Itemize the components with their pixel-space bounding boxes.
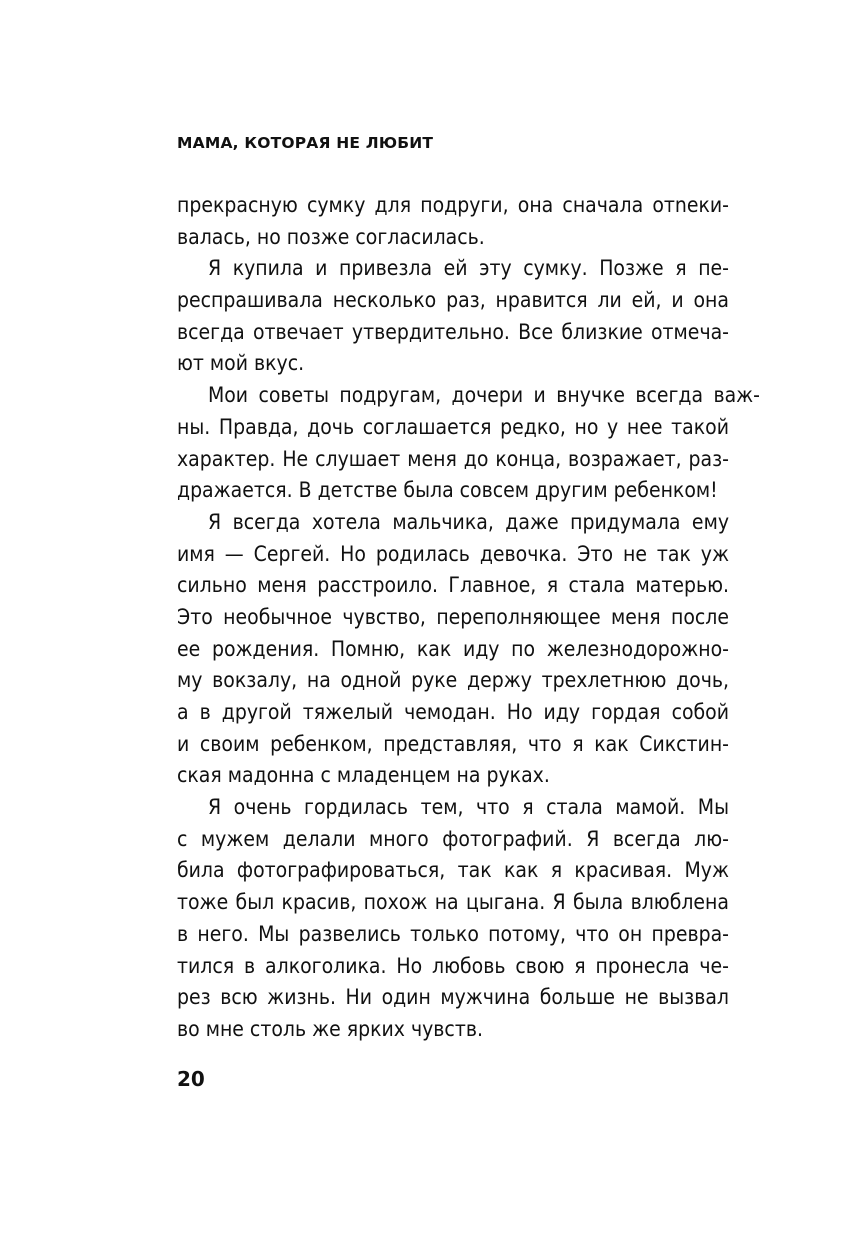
text-line: всегда отвечает утвердительно. Все близкие отмеча- bbox=[177, 319, 729, 344]
text-line: респрашивала несколько раз, нравится ли ей, и она bbox=[177, 288, 729, 313]
text-line: в него. Мы развелись только потому, что он превра- bbox=[177, 921, 729, 946]
text-line: ны. Правда, дочь соглашается редко, но у нее такой bbox=[177, 414, 729, 439]
text-line: рез всю жизнь. Ни один мужчина больше не вызвал bbox=[177, 985, 729, 1010]
text-line: валась, но позже согласилась. bbox=[177, 224, 485, 249]
text-line: Я очень гордилась тем, что я стала мамой. Мы bbox=[208, 795, 729, 820]
paragraph bbox=[177, 253, 729, 380]
text-line: а в другой тяжелый чемодан. Но иду гордая собой bbox=[177, 700, 729, 724]
page-number: 20 bbox=[177, 1067, 205, 1091]
text-line: сильно меня расстроило. Главное, я стала матерью. bbox=[177, 573, 729, 598]
text-line: ская мадонна с младенцем на руках. bbox=[177, 763, 550, 788]
text-line: му вокзалу, на одной руке держу трехлетнюю дочь, bbox=[177, 668, 729, 693]
text-line: ют мой вкус. bbox=[177, 351, 305, 376]
text-line: била фотографироваться, так как я красивая. Муж bbox=[177, 858, 729, 883]
text-line: с мужем делали много фотографий. Я всегда лю- bbox=[177, 826, 729, 851]
paragraph bbox=[177, 792, 729, 1046]
text-line: характер. Не слушает меня до конца, возражает, раз- bbox=[177, 446, 729, 471]
paragraph bbox=[177, 190, 729, 253]
paragraph bbox=[177, 380, 760, 507]
text-line: и своим ребенком, представляя, что я как Сикстин- bbox=[177, 731, 729, 756]
running-head: МАМА, КОТОРАЯ НЕ ЛЮБИТ bbox=[177, 134, 434, 152]
text-line: Я купила и привезла ей эту сумку. Позже я пе- bbox=[208, 256, 729, 281]
text-line: Мои советы подругам, дочери и внучке всегда важ- bbox=[207, 383, 760, 408]
text-line: дражается. В детстве была совсем другим ребенком! bbox=[177, 478, 718, 503]
text-line: тоже был красив, похож на цыгана. Я была влюблена bbox=[177, 890, 729, 915]
paragraph bbox=[177, 507, 729, 792]
text-line: тился в алкоголика. Но любовь свою я пронесла че- bbox=[177, 953, 729, 978]
text-line: во мне столь же ярких чувств. bbox=[177, 1016, 483, 1041]
text-line: Я всегда хотела мальчика, даже придумала ему bbox=[208, 509, 729, 534]
text-line: прекрасную сумку для подруги, она сначала отneки- bbox=[177, 193, 729, 217]
body-text bbox=[177, 190, 760, 1046]
text-line: имя — Сергей. Но родилась девочка. Это не так уж bbox=[177, 541, 729, 566]
text-line: ее рождения. Помню, как иду по железнодорожно- bbox=[177, 636, 729, 661]
text-line: Это необычное чувство, переполняющее меня после bbox=[177, 604, 729, 629]
